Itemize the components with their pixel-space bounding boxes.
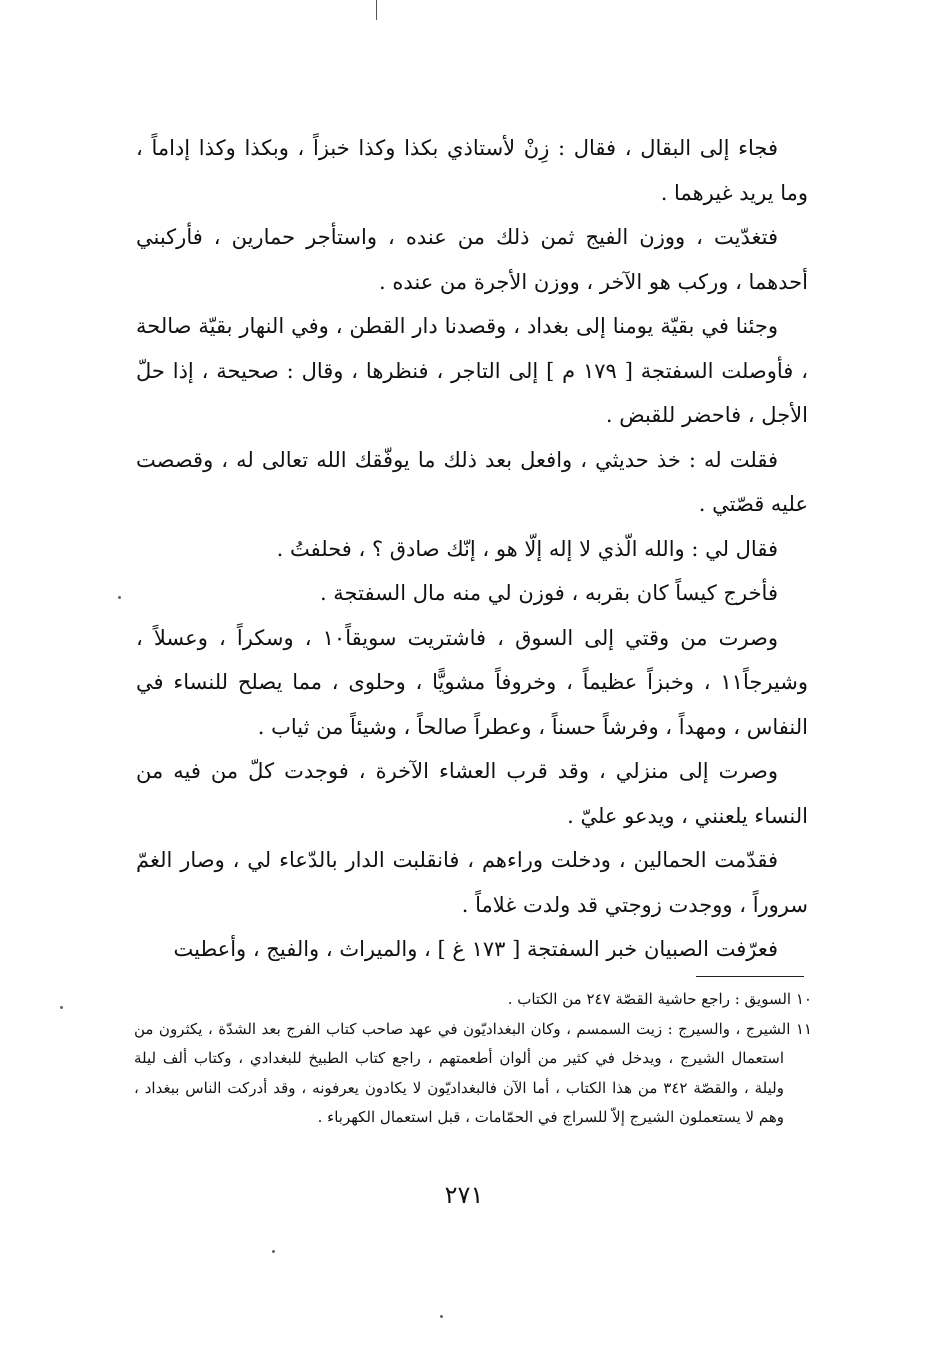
- paragraph: فقدّمت الحمالين ، ودخلت وراءهم ، فانقلبت الدار بالدّعاء لي ، وصار الغمّ سروراً ، ووجدت زوجتي قد ولدت غلاماً .: [136, 848, 808, 917]
- footnote: ١٠ السويق : راجع حاشية القصّة ٢٤٧ من الكتاب .: [507, 990, 812, 1008]
- paragraph: فجاء إلى البقال ، فقال : زِنْ لأستاذي بكذا وكذا خبزاً ، وبكذا وكذا إداماً ، وما يريد غيرهما .: [136, 136, 808, 205]
- paragraph: وصرت من وقتي إلى السوق ، فاشتريت سويقاً١٠ ، وسكراً ، وعسلاً ، وشيرجاً١١ ، وخبزاً عظيماً ، وخروفاً مشويًّا ، وحلوى ، مما يصلح للنساء في النفاس ، ومهداً ، وفرشاً حسناً ، وعطراً صالحاً ، وشيئاً من ثياب .: [136, 625, 808, 739]
- gutter-mark: [376, 0, 377, 20]
- footnotes: [134, 985, 812, 1133]
- paragraph: فقلت له : خذ حديثي ، وافعل بعد ذلك ما يوفّقك الله تعالى له ، وقصصت عليه قصّتي .: [136, 447, 808, 516]
- paper-speck: [118, 596, 121, 599]
- footnote: ١١ الشيرج ، والسيرج : زيت السمسم ، وكان البغداديّون في عهد صاحب كتاب الفرج بعد الشدّة ، يكثرون من استعمال الشيرج ، ويدخل في كثير من ألوان أطعمتهم ، راجع كتاب الطبيخ للبغدادي ، وكتاب ألف ليلة وليلة ، والقصّة ٣٤٢ من هذا الكتاب ، أما الآن فالبغداديّون لا يكادون يعرفونه ، وقد أدركت الناس ببغداد ، وهم لا يستعملون الشيرج إلاّ للسراج في الحمّامات ، قبل استعمال الكهرباء .: [134, 1019, 812, 1126]
- footnote-separator: [696, 976, 804, 977]
- paper-speck: [272, 1250, 275, 1253]
- paragraph: فعرّفت الصبيان خبر السفتجة [ ١٧٣ غ ] ، والميراث ، والفيج ، وأعطيت: [173, 937, 778, 961]
- paragraph: وصرت إلى منزلي ، وقد قرب العشاء الآخرة ، فوجدت كلّ من فيه من النساء يلعنني ، ويدعو عليّ .: [136, 759, 808, 828]
- paragraph: فأخرج كيساً كان بقربه ، فوزن لي منه مال السفتجة .: [319, 581, 778, 605]
- paragraph: فتغدّيت ، ووزن الفيج ثمن ذلك من عنده ، واستأجر حمارين ، فأركبني أحدهما ، وركب هو الآخر ، ووزن الأجرة من عنده .: [136, 225, 808, 294]
- paper-speck: [60, 1006, 63, 1009]
- paragraph: فقال لي : والله الّذي لا إله إلّا هو ، إنّك صادق ؟ ، فحلفتُ .: [276, 536, 778, 561]
- paragraph: وجئنا في بقيّة يومنا إلى بغداد ، وقصدنا دار القطن ، وفي النهار بقيّة صالحة ، فأوصلت السفتجة [ ١٧٩ م ] إلى التاجر ، فنظرها ، وقال : صحيحة ، إذا حلّ الأجل ، فاحضر للقبض .: [136, 314, 808, 427]
- page-number: ٢٧١: [444, 1181, 484, 1209]
- paper-speck: [440, 1315, 443, 1318]
- main-text: [136, 126, 808, 972]
